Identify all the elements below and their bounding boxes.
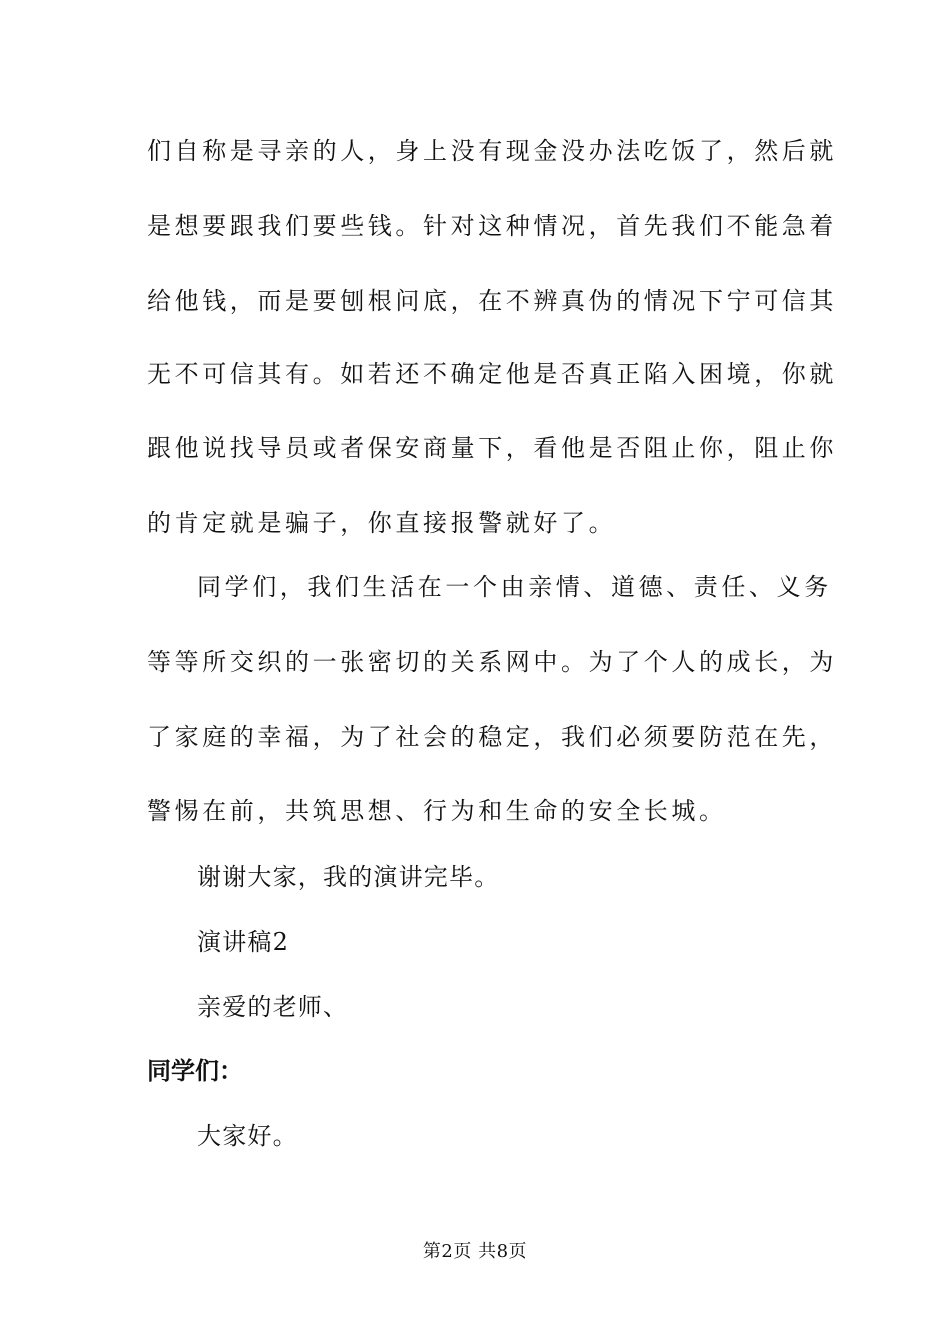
paragraph-line: 的肯定就是骗子，你直接报警就好了。 <box>147 509 617 537</box>
paragraph-line: 了家庭的幸福，为了社会的稳定，我们必须要防范在先， <box>147 723 837 751</box>
paragraph-line: 警惕在前，共筑思想、行为和生命的安全长城。 <box>147 797 727 825</box>
paragraph-first-line: 同学们，我们生活在一个由亲情、道德、责任、义务 <box>197 573 832 601</box>
paragraph-line: 们自称是寻亲的人，身上没有现金没办法吃饭了，然后就 <box>147 137 837 165</box>
paragraph-line: 等等所交织的一张密切的关系网中。为了个人的成长，为 <box>147 648 837 676</box>
closing-thanks: 谢谢大家，我的演讲完毕。 <box>197 863 500 891</box>
greeting-line: 亲爱的老师、 <box>197 993 349 1021</box>
paragraph-line: 是想要跟我们要些钱。针对这种情况，首先我们不能急着 <box>147 212 837 240</box>
hello-line: 大家好。 <box>197 1122 298 1150</box>
paragraph-line: 无不可信其有。如若还不确定他是否真正陷入困境，你就 <box>147 360 837 388</box>
section-title: 演讲稿2 <box>197 928 290 956</box>
page-indicator: 第2页 共8页 <box>422 1241 528 1262</box>
paragraph-line: 给他钱，而是要刨根问底，在不辨真伪的情况下宁可信其 <box>147 287 837 315</box>
audience-heading: 同学们： <box>147 1057 243 1085</box>
paragraph-line: 跟他说找导员或者保安商量下，看他是否阻止你，阻止你 <box>147 434 837 462</box>
